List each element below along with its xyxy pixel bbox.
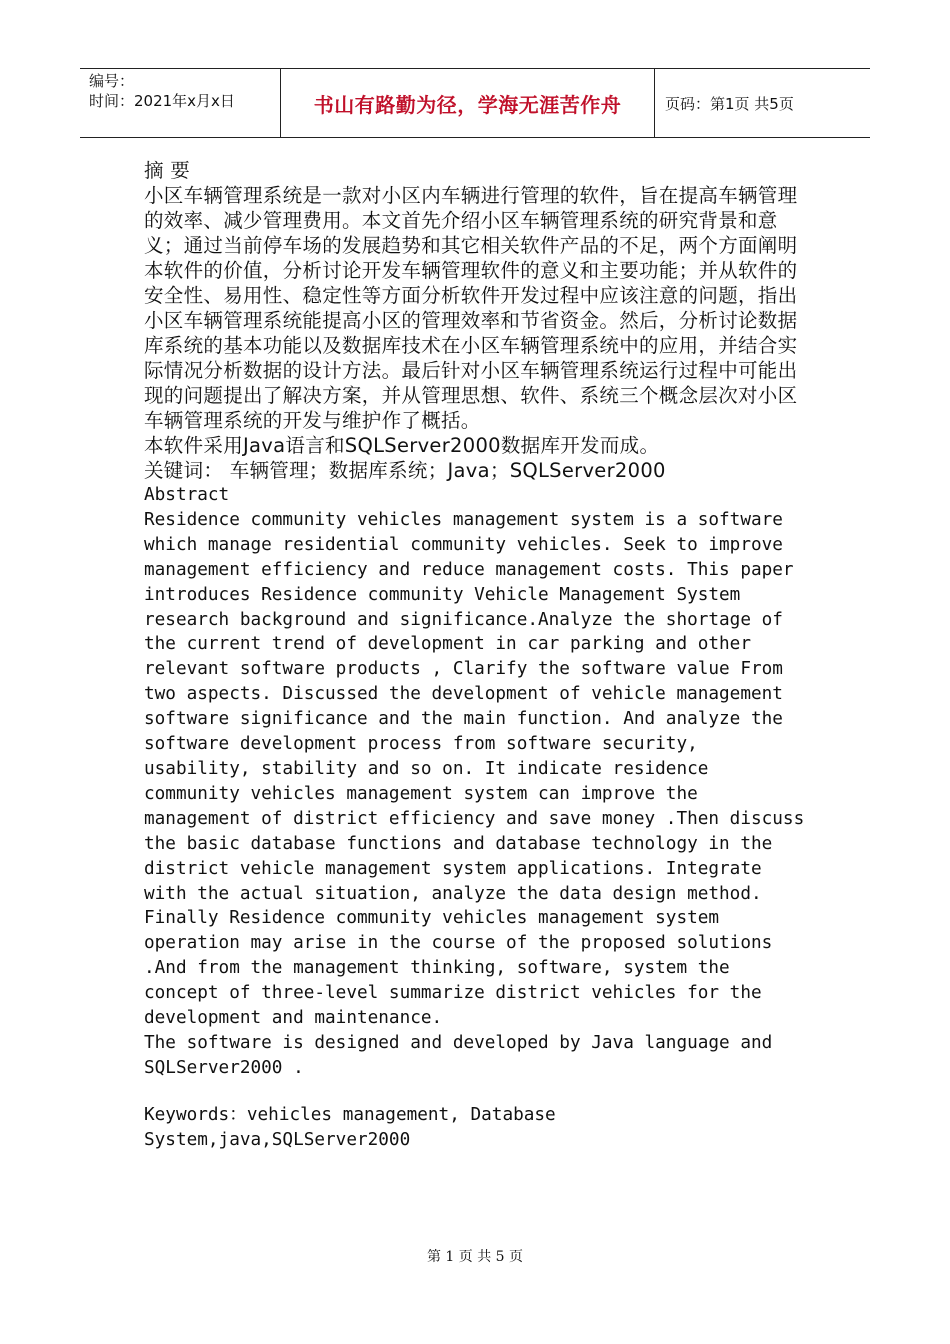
abstract-heading-cn: 摘 要: [144, 159, 191, 182]
header-motto: 书山有路勤为径，学海无涯苦作舟: [281, 69, 655, 137]
technology-statement-cn: 本软件采用Java语言和SQLServer2000数据库开发而成。: [144, 434, 660, 457]
keywords-cn: 关键词： 车辆管理；数据库系统；Java；SQLServer2000: [144, 459, 666, 482]
header-page-number: 页码：第1页 共5页: [665, 94, 794, 113]
keywords-en: Keywords：vehicles management, Database System,java,SQLServer2000: [144, 1104, 567, 1150]
document-body: [144, 158, 814, 1153]
abstract-paragraph-en: Residence community vehicles management system is a software which manage residential community vehicles. Seek to improve management efficiency and reduce management costs. This paper introduces Residence community Vehicle Management System research background and significance.Analyze the shortage of the current trend of development in car parking and other relevant software products , Clarify the software value From two aspects. Discussed the development of vehicle management software significance and the main function. And analyze the software development process from software security, usability, stability and so on. It indicate residence community vehicles management system can improve the management of district efficiency and save money .Then discuss the basic database functions and database technology in the district vehicle management system applications. Integrate with the actual situation, analyze the data design method. Finally Residence community vehicles management system operation may arise in the course of the proposed solutions .And from the management thinking, software, system the concept of three-level summarize district vehicles for the development and maintenance.: [144, 509, 815, 1029]
abstract-heading-en: Abstract: [144, 485, 230, 505]
document-number: 编号：: [89, 72, 135, 90]
technology-statement-en: The software is designed and developed by Java language and SQLServer2000 .: [144, 1032, 783, 1078]
page-header: [80, 68, 870, 138]
header-meta: [80, 69, 281, 137]
abstract-paragraph-cn: 小区车辆管理系统是一款对小区内车辆进行管理的软件，旨在提高车辆管理的效率、减少管理费用。本文首先介绍小区车辆管理系统的研究背景和意义；通过当前停车场的发展趋势和其它相关软件产品的不足，两个方面阐明本软件的价值，分析讨论开发车辆管理软件的意义和主要功能；并从软件的安全性、易用性、稳定性等方面分析软件开发过程中应该注意的问题，指出小区车辆管理系统能提高小区的管理效率和节省资金。然后，分析讨论数据库系统的基本功能以及数据库技术在小区车辆管理系统中的应用，并结合实际情况分析数据的设计方法。最后针对小区车辆管理系统运行过程中可能出现的问题提出了解决方案，并从管理思想、软件、系统三个概念层次对小区车辆管理系统的开发与维护作了概括。: [144, 184, 798, 432]
document-date: 时间：2021年x月x日: [89, 92, 235, 110]
page-footer: 第 1 页 共 5 页: [426, 1249, 524, 1265]
spacer: [144, 1081, 814, 1103]
